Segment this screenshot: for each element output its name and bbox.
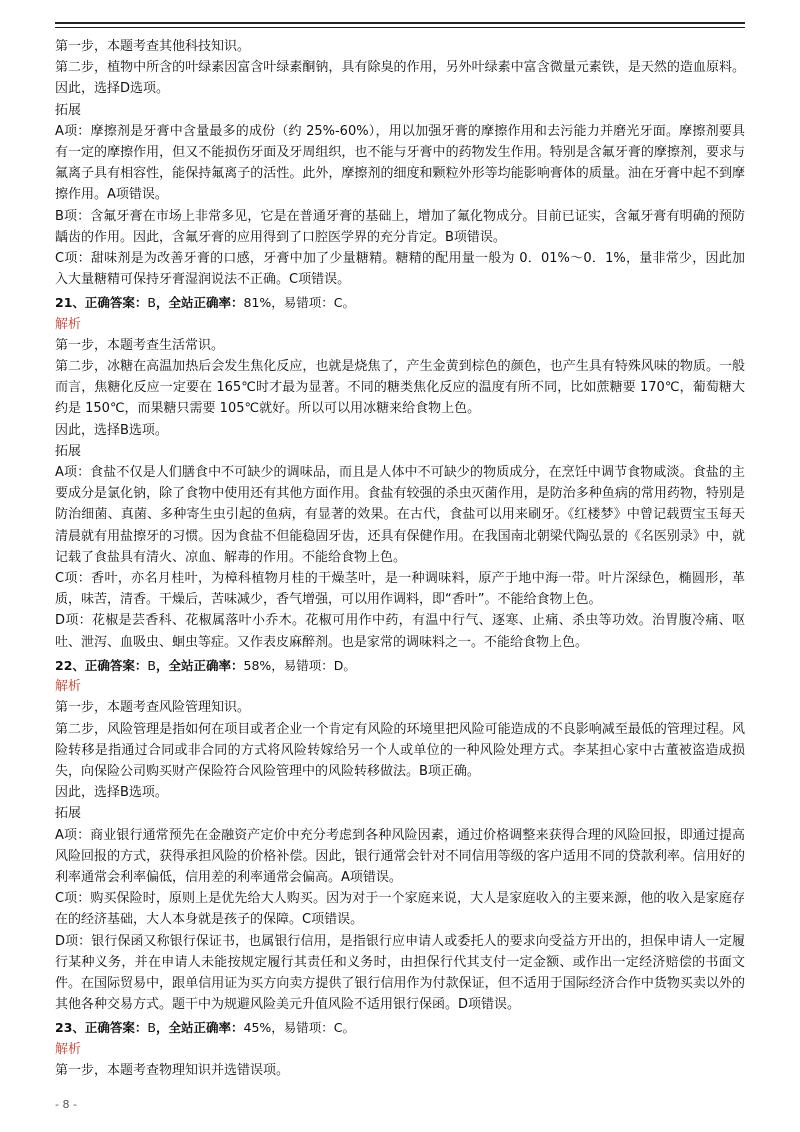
paragraph: A项：摩擦剂是牙膏中含量最多的成份（约 25%-60%），用以加强牙膏的摩擦作用和去污能力并磨光牙面。摩擦剂要具有一定的摩擦作用，但又不能损伤牙面及牙周组织，也不能与牙膏中的药物发生作用。特别是含氟牙膏的摩擦剂，要求与氟离子具有相容性，能保持氟离子的活性。此外，摩擦剂的细度和颗粒外形等均能影响膏体的质量。油在牙膏中起不到摩擦作用。A项错误。 xyxy=(55,123,745,203)
analysis-heading: 解析 xyxy=(55,1041,82,1057)
paragraph: A项：商业银行通常预先在金融资产定价中充分考虑到各种风险因素，通过价格调整来获得合理的风险回报，即通过提高风险回报的方式，获得承担风险的价格补偿。因此，银行通常会针对不同信用等级的客户适用不同的贷款利率。信用好的利率通常会利率偏低，信用差的利率通常会偏高。A项错误。 xyxy=(55,827,745,885)
paragraph: 第一步，本题考查风险管理知识。 xyxy=(55,700,251,716)
accuracy-label: ，全站正确率： xyxy=(155,657,244,673)
answer-label: 23、正确答案： xyxy=(55,1020,148,1036)
paragraph: 第一步，本题考查物理知识并选错误项。 xyxy=(55,1062,290,1078)
header-rule xyxy=(55,22,745,24)
accuracy-value: 58%，易错项：D。 xyxy=(243,657,356,673)
extension-heading: 拓展 xyxy=(55,443,82,459)
answer-heading xyxy=(55,1017,745,1038)
accuracy-label: ，全站正确率： xyxy=(155,1020,244,1036)
paragraph: C项：购买保险时，原则上是优先给大人购买。因为对于一个家庭来说，大人是家庭收入的主要来源，他的收入是家庭存在的经济基础，大人本身就是孩子的保障。C项错误。 xyxy=(55,891,745,928)
paragraph: B项：含氟牙膏在市场上非常多见，它是在普通牙膏的基础上，增加了氟化物成分。目前已证实，含氟牙膏有明确的预防龋齿的作用。因此，含氟牙膏的应用得到了口腔医学界的充分肯定。B项错误。 xyxy=(55,208,745,245)
page-number: - 8 - xyxy=(55,1098,77,1111)
answer-option: B xyxy=(147,657,156,673)
answer-label: 22、正确答案： xyxy=(55,657,148,673)
paragraph: C项：甜味剂是为改善牙膏的口感，牙膏中加了少量糖精。糖精的配用量一般为 0．01%～0．1%，量非常少，因此加入大量糖精可保持牙膏湿润说法不正确。C项错误。 xyxy=(55,251,745,288)
extension-heading: 拓展 xyxy=(55,806,82,822)
document-body xyxy=(55,36,745,1081)
paragraph: C项：香叶，亦名月桂叶，为樟科植物月桂的干燥茎叶，是一种调味料，原产于地中海一带。叶片深绿色，椭圆形，革质，味苦，清香。干燥后，苦味减少，香气增强，可以用作调料，即“香叶”。不能给食物上色。 xyxy=(55,571,745,608)
extension-heading: 拓展 xyxy=(55,102,82,118)
paragraph: 第二步，冰糖在高温加热后会发生焦化反应，也就是烧焦了，产生金黄到棕色的颜色，也产生具有特殊风味的物质。一般而言，焦糖化反应一定要在 165℃时才最为显著。不同的糖类焦化反应的温度有所不同，比如蔗糖要 170℃，葡萄糖大约是 150℃，而果糖只需要 105℃就好。所以可以用冰糖来给食物上色。 xyxy=(55,359,745,417)
answer-label: 21、正确答案： xyxy=(55,295,148,311)
answer-heading xyxy=(55,292,745,313)
paragraph: 因此，选择B选项。 xyxy=(55,785,168,801)
answer-option: B xyxy=(147,295,156,311)
answer-heading xyxy=(55,655,745,676)
accuracy-value: 81%，易错项：C。 xyxy=(243,295,356,311)
paragraph: 第二步，风险管理是指如何在项目或者企业一个肯定有风险的环境里把风险可能造成的不良影响减至最低的管理过程。风险转移是指通过合同或非合同的方式将风险转嫁给另一个人或单位的一种风险处理方式。李某担心家中古董被盗造成损失，向保险公司购买财产保险符合风险管理中的风险转移做法。B项正确。 xyxy=(55,721,745,779)
header-rule-thin xyxy=(55,27,745,28)
analysis-heading: 解析 xyxy=(55,316,82,332)
paragraph: 第一步，本题考查生活常识。 xyxy=(55,337,225,353)
answer-option: B xyxy=(147,1020,156,1036)
analysis-heading: 解析 xyxy=(55,679,82,695)
paragraph: A项：食盐不仅是人们膳食中不可缺少的调味品，而且是人体中不可缺少的物质成分，在烹饪中调节食物咸淡。食盐的主要成分是氯化钠，除了食物中使用还有其他方面作用。食盐有较强的杀虫灭菌作用，是防治多种鱼病的常用药物，特别是防治细菌、真菌、多种寄生虫引起的鱼病，有显著的效果。在古代，食盐可以用来刷牙。《红楼梦》中曾记载贾宝玉每天清晨就有用盐擦牙的习惯。因为食盐不但能稳固牙齿，还具有保健作用。在我国南北朝梁代陶弘景的《名医别录》中，就记载了食盐具有清火、凉血、解毒的作用。不能给食物上色。 xyxy=(55,465,745,565)
accuracy-label: ，全站正确率： xyxy=(155,295,244,311)
paragraph: 第二步，植物中所含的叶绿素因富含叶绿素酮钠，具有除臭的作用，另外叶绿素中富含微量元素铁，是天然的造血原料。因此，选择D选项。 xyxy=(55,60,745,97)
paragraph: D项：花椒是芸香科、花椒属落叶小乔木。花椒可用作中药，有温中行气、逐寒、止痛、杀虫等功效。治胃腹冷痛、呕吐、泄泻、血吸虫、蛔虫等症。又作表皮麻醉剂。也是家常的调味料之一。不能给食物上色。 xyxy=(55,613,745,650)
paragraph: D项：银行保函又称银行保证书，也属银行信用，是指银行应申请人或委托人的要求向受益方开出的，担保申请人一定履行某种义务，并在申请人未能按规定履行其责任和义务时，由担保行代其支付一定金额、或作出一定经济赔偿的书面文件。在国际贸易中，跟单信用证为买方向卖方提供了银行信用作为付款保证，但不适用于国际经济合作中货物买卖以外的其他各种交易方式。题干中为规避风险美元升值风险不适用银行保函。D项错误。 xyxy=(55,933,745,1013)
accuracy-value: 45%，易错项：C。 xyxy=(243,1020,356,1036)
paragraph: 因此，选择B选项。 xyxy=(55,422,168,438)
paragraph: 第一步，本题考查其他科技知识。 xyxy=(55,39,251,54)
